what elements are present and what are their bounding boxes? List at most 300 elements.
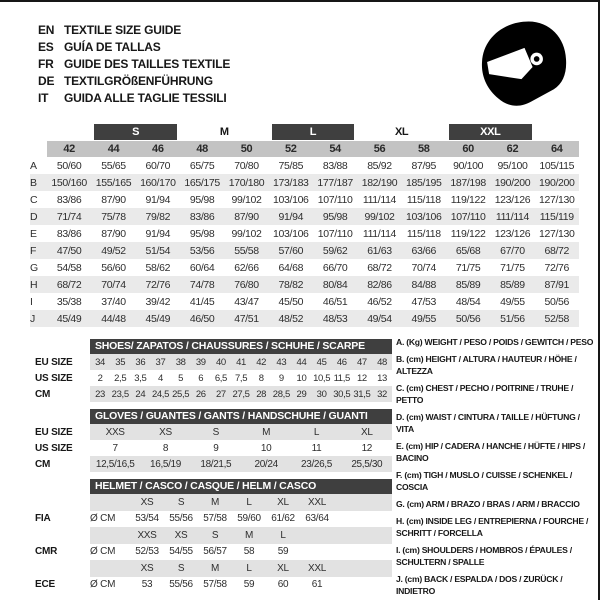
table-cell: 62/66 [234,261,259,274]
table-cell: 115/118 [406,227,441,240]
table-cell: 103/106 [406,210,442,223]
table-cell: 18/21,5 [200,458,232,470]
table-cell: 32 [377,388,387,400]
standard-label: ECE [35,579,55,591]
size-column-header: 42 [47,141,91,157]
table-cell: 9 [278,372,284,384]
table-cell: 95/98 [322,210,348,223]
table-row [30,157,579,174]
table-cell: 105/115 [539,159,575,172]
legend-item: E. (cm) HIP / CADERA / HANCHE / HÜFTE / HIPS / BACINO [396,441,586,463]
table-cell: 119/122 [450,227,486,240]
table-cell: 72/76 [544,261,570,274]
row-letter: F [30,244,37,257]
language-row [38,73,230,90]
table-cell: 170/180 [228,176,265,189]
table-cell: 11 [311,442,322,454]
language-title: TEXTILE SIZE GUIDE [64,23,182,37]
row-letter: H [30,278,38,291]
size-label-cell: XL [277,562,289,574]
table-cell: 11,5 [333,372,350,384]
table-cell: 44/48 [101,312,126,325]
table-cell: 49/52 [101,244,126,257]
language-code: DE [38,74,55,88]
row-label: CM [35,458,51,470]
table-cell: 119/122 [450,193,486,206]
table-cell: 47 [356,356,367,368]
table-cell: 40 [215,356,226,368]
legend-item: H. (cm) INSIDE LEG / ENTREPIERNA / FOURCHE / SCHRITT / FORCELLA [396,516,589,538]
table-cell: 35/38 [56,295,82,308]
table-cell: 60 [277,579,289,591]
table-cell: 68/72 [56,278,82,291]
table-cell: 90/100 [453,159,484,172]
gloves-cells [90,424,392,440]
language-row [38,39,230,56]
table-cell: 8 [258,372,264,384]
table-cell: 55/56 [169,579,193,591]
helmet-value-cells [90,511,392,528]
table-cell: 82/86 [367,278,392,291]
table-cell: 71/75 [455,261,481,274]
table-cell: 59/62 [322,244,348,257]
table-cell: 46/52 [367,295,392,308]
table-cell: 52/58 [544,312,570,325]
table-cell: 68/72 [544,244,570,257]
table-cell: 83/86 [56,193,82,206]
language-title: GUÍA DE TALLAS [64,40,161,54]
gloves-row [30,424,392,440]
size-label-cell: S [211,529,219,541]
table-cell: 54/58 [56,261,82,274]
size-column-header: 60 [446,141,490,157]
table-cell: 87/90 [234,210,259,223]
helmet-icon [479,20,567,106]
table-cell: 41 [236,356,246,368]
table-cell: 50/60 [56,159,82,172]
table-cell: 75/85 [278,159,304,172]
table-cell: 54/55 [169,546,193,558]
table-cell: 12,5/16,5 [95,458,135,470]
table-cell: 55/58 [234,244,259,257]
table-cell: S [212,426,219,438]
table-cell: 24 [135,388,146,400]
table-cell: 127/130 [539,193,575,206]
size-group-xxl [446,124,535,140]
table-cell: 49/54 [367,312,392,325]
table-cell: 57/58 [203,579,227,591]
size-column-header: 48 [180,141,224,157]
table-cell: XXS [105,426,125,438]
table-cell: 107/110 [317,193,353,206]
row-label: EU SIZE [35,356,73,368]
shoes-section [30,339,392,402]
table-row [30,259,579,276]
table-cell: 95/100 [497,159,528,172]
table-cell: 99/102 [364,210,395,223]
table-cell: 67/70 [500,244,525,257]
table-row [30,276,579,293]
language-row [38,90,230,107]
table-cell: 45 [316,356,327,368]
table-cell: 72/76 [145,278,171,291]
size-group-box: XXL [449,124,532,140]
table-cell: 78/82 [278,278,304,291]
size-label-cell: S [177,562,185,574]
table-cell: 43 [276,356,287,368]
main-table-body [30,157,579,327]
size-column-header: 54 [313,141,357,157]
helmet-section-title: HELMET / CASCO / CASQUE / HELM / CASCO [90,479,392,494]
table-cell: 160/170 [140,176,176,189]
standard-label: CMR [35,546,58,558]
table-cell: 70/74 [411,261,437,274]
row-letter: C [30,193,38,206]
table-cell: 68/72 [367,261,392,274]
table-cell: 65/75 [189,159,215,172]
language-row [38,56,230,73]
size-column-header: 58 [402,141,446,157]
table-cell: 46/50 [189,312,215,325]
measurement-legend [396,336,598,600]
table-cell: 123/126 [494,227,531,240]
table-cell: 111/114 [362,193,397,206]
table-cell: 66/70 [322,261,348,274]
table-cell: 48 [377,356,387,368]
table-cell: 63/64 [305,513,329,525]
table-cell: 79/82 [145,210,171,223]
table-cell: 111/114 [362,227,397,240]
legend-item: C. (cm) CHEST / PECHO / POITRINE / TRUHE / PETTO [396,383,574,405]
table-cell: 58/62 [145,261,171,274]
table-row [30,191,579,208]
table-row [30,225,579,242]
row-label: CM [35,388,51,400]
table-cell: 91/94 [145,227,171,240]
table-cell: 185/195 [406,176,442,189]
language-row [38,22,230,39]
gloves-section [30,409,392,472]
table-cell: 87/95 [411,159,437,172]
table-cell: 45/49 [56,312,82,325]
table-cell: 58 [243,546,255,558]
helmet-rows [30,494,392,593]
table-cell: 91/94 [145,193,171,206]
table-cell: 83/86 [189,210,215,223]
table-cell: 83/88 [322,159,348,172]
table-cell: 59 [243,579,255,591]
table-row [30,242,579,259]
table-cell: 55/56 [169,513,193,525]
table-cell: 26 [195,388,206,400]
gloves-cells [90,440,392,456]
row-label: EU SIZE [35,426,73,438]
row-letter: D [30,210,38,223]
table-cell: 41/45 [189,295,215,308]
table-cell: 60/64 [189,261,215,274]
language-code: ES [38,40,54,54]
table-cell: 95/98 [189,227,215,240]
table-cell: 36 [135,356,146,368]
table-cell: 61 [311,579,323,591]
size-group-row [30,123,579,141]
table-cell: XS [159,426,172,438]
table-cell: 6 [198,372,204,384]
table-row [30,174,579,191]
helmet-value-row [30,511,392,528]
table-cell: 51/54 [145,244,171,257]
legend-item: A. (Kg) WEIGHT / PESO / POIDS / GEWITCH / PESO [396,337,594,347]
table-cell: L [313,426,320,438]
table-cell: 35 [115,356,126,368]
shoes-cells [90,370,392,386]
table-cell: 74/78 [189,278,215,291]
size-label-cell: XS [140,562,154,574]
table-cell: 34 [95,356,105,368]
row-letter: E [30,227,37,240]
table-cell: 115/118 [406,193,441,206]
table-cell: 45/49 [145,312,171,325]
size-group-box: L [272,124,355,140]
table-cell: 177/187 [317,176,353,189]
size-label-cell: XXL [307,496,326,508]
legend-item: B. (cm) HEIGHT / ALTURA / HAUTEUR / HÖHE / ALTEZZA [396,354,577,376]
table-cell: 48/53 [322,312,348,325]
legend-item: J. (cm) BACK / ESPALDA / DOS / ZURÜCK / INDIETRO [396,574,563,596]
table-cell: 55/65 [101,159,126,172]
size-label-cell: XXS [137,529,157,541]
table-cell: 83/86 [56,227,82,240]
table-cell: 47/51 [234,312,259,325]
table-cell: 46 [336,356,347,368]
table-cell: 75/78 [101,210,126,223]
language-title: GUIDA ALLE TAGLIE TESSILI [64,91,227,105]
table-row [30,310,579,327]
size-group-box: S [94,124,177,140]
table-cell: 12 [356,372,367,384]
helmet-value-cells [90,577,392,594]
table-cell: 71/74 [56,210,82,223]
table-cell: 50/56 [455,312,481,325]
size-label-cell: M [244,529,254,541]
table-row [30,293,579,310]
table-cell: 38 [175,356,186,368]
table-cell: 85/89 [500,278,525,291]
table-cell: 99/102 [231,193,262,206]
language-code: IT [38,91,49,105]
table-cell: 28,5 [272,388,290,400]
language-code: FR [38,57,54,71]
table-cell: 20/24 [254,458,278,470]
size-label-cell: M [210,496,220,508]
table-cell: 7,5 [234,372,248,384]
table-cell: 39/42 [145,295,171,308]
size-label-cell: XS [174,529,188,541]
helmet-size-cells [90,560,392,577]
table-cell: 57/60 [278,244,304,257]
table-cell: 37/40 [101,295,126,308]
shoes-cells [90,386,392,402]
table-cell: 25,5/30 [351,458,383,470]
table-cell: 85/92 [367,159,392,172]
table-cell: 123/126 [494,193,531,206]
size-label-cell: XXL [307,562,326,574]
shoes-row [30,370,392,386]
language-title: GUIDE DES TAILLES TEXTILE [64,57,231,71]
table-cell: 30,5 [333,388,351,400]
table-cell: 2,5 [114,372,127,384]
size-label-cell: XL [277,496,289,508]
shoes-row [30,354,392,370]
table-cell: 27 [215,388,226,400]
size-column-header: 52 [269,141,313,157]
legend-item: D. (cm) WAIST / CINTURA / TAILLE / HÜFTUNG / VITA [396,412,580,434]
table-cell: 59/60 [237,513,261,525]
size-column-header: 50 [224,141,268,157]
table-cell: 48/54 [455,295,481,308]
table-cell: 10 [296,372,307,384]
size-column-header: 56 [357,141,401,157]
table-cell: 85/89 [455,278,481,291]
table-cell: 4 [158,372,163,384]
gloves-row [30,456,392,472]
table-cell: 45/50 [278,295,304,308]
table-cell: 107/110 [317,227,353,240]
table-row [30,208,579,225]
table-cell: 187/198 [450,176,486,189]
table-cell: 44 [296,356,307,368]
table-cell: 61/62 [271,513,295,525]
table-cell: 6,5 [214,372,227,384]
table-cell: 95/98 [189,193,215,206]
table-cell: 23/26,5 [301,458,332,470]
table-cell: 51/56 [500,312,525,325]
table-cell: 182/190 [361,176,398,189]
row-letter: G [30,261,38,274]
table-cell: 31,5 [353,388,371,400]
table-cell: 53 [141,579,153,591]
gloves-rows [30,424,392,472]
table-cell: 91/94 [278,210,304,223]
table-cell: 46/51 [322,295,348,308]
helmet-value-row [30,577,392,594]
table-cell: 43/47 [234,295,259,308]
table-cell: 60/70 [145,159,171,172]
table-cell: 39 [195,356,206,368]
size-group-m: M [219,126,229,138]
table-cell: 25,5 [172,388,190,400]
table-cell: 150/160 [51,176,87,189]
table-cell: 127/130 [539,227,575,240]
language-title: TEXTILGRÖßENFÜHRUNG [64,74,213,88]
table-cell: 56/57 [203,546,227,558]
table-cell: 5 [178,372,184,384]
table-cell: 57/58 [203,513,227,525]
helmet-size-cells [90,494,392,511]
shoes-row [30,386,392,402]
row-letter: A [30,159,37,172]
table-cell: 111/114 [495,210,530,223]
size-group-l [269,124,358,140]
shoes-rows [30,354,392,402]
table-cell: 47/53 [411,295,437,308]
table-cell: 63/66 [411,244,437,257]
unit-label: Ø CM [90,513,116,525]
helmet-size-row [30,560,392,577]
table-cell: 47/50 [56,244,82,257]
shoes-section-title: SHOES/ ZAPATOS / CHAUSSURES / SCHUHE / SCARPE [90,339,392,354]
table-cell: 49/55 [411,312,437,325]
table-cell: 87/91 [544,278,570,291]
language-code: EN [38,23,55,37]
table-cell: 165/175 [184,176,220,189]
table-cell: 10 [260,442,272,454]
table-cell: 52/53 [135,546,159,558]
table-cell: 70/80 [234,159,259,172]
standard-label: FIA [35,513,51,525]
size-group-s [91,124,180,140]
helmet-value-row [30,544,392,561]
unit-label: Ø CM [90,579,116,591]
table-cell: 71/75 [500,261,525,274]
size-column-header: 46 [136,141,180,157]
table-cell: 12 [361,442,373,454]
table-cell: 10,5 [313,372,331,384]
table-cell: 7 [112,442,118,454]
table-cell: 155/165 [95,176,132,189]
table-cell: 76/80 [234,278,259,291]
main-size-table [30,123,579,327]
size-column-header: 62 [490,141,534,157]
table-cell: XL [361,426,373,438]
shoes-cells [90,354,392,370]
row-label: US SIZE [35,372,73,384]
table-cell: 115/119 [539,210,574,223]
table-cell: 61/63 [367,244,392,257]
table-cell: 53/54 [135,513,159,525]
size-group-xl: XL [394,126,409,138]
table-cell: 59 [277,546,289,558]
language-list [38,22,230,107]
size-number-row [30,141,579,157]
row-letter: J [30,312,35,325]
table-cell: 13 [377,372,387,384]
table-cell: 53/56 [189,244,215,257]
table-cell: 16,5/19 [150,458,181,470]
table-cell: 99/102 [231,227,262,240]
helmet-value-cells [90,544,392,561]
table-cell: 50/56 [544,295,570,308]
helmet-size-cells [90,527,392,544]
helmet-size-row [30,527,392,544]
table-cell: 103/106 [273,193,309,206]
table-cell: 23 [95,388,105,400]
gloves-cells [90,456,392,472]
table-cell: 2 [97,372,103,384]
table-cell: 87/90 [101,193,126,206]
table-cell: 190/200 [494,176,531,189]
legend-item: F. (cm) TIGH / MUSLO / CUISSE / SCHENKEL / COSCIA [396,470,573,492]
table-cell: 190/200 [539,176,575,189]
table-cell: 27,5 [232,388,250,400]
table-cell: 42 [256,356,267,368]
legend-item: G. (cm) ARM / BRAZO / BRAS / ARM / BRACCIO [396,499,580,509]
letter-spacer [30,141,47,157]
table-cell: 8 [162,442,169,454]
helmet-size-row [30,494,392,511]
table-cell: 24,5 [151,388,170,400]
unit-label: Ø CM [90,546,116,558]
